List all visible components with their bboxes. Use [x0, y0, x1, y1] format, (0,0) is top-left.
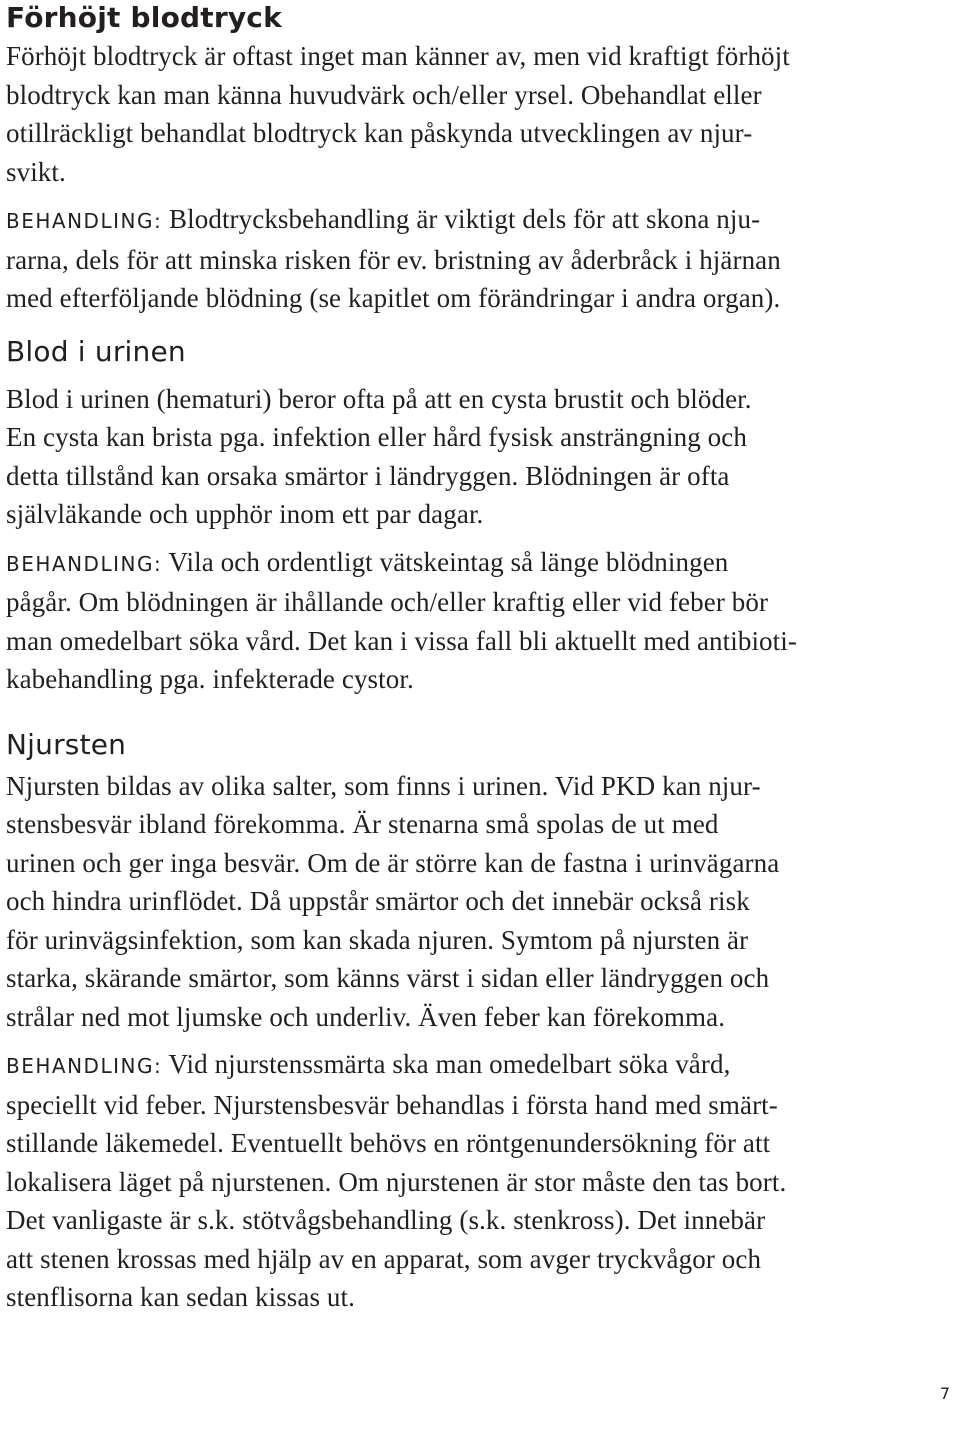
treatment-paragraph-kidney-stones	[6, 1045, 941, 1317]
body-line: självläkande och upphör inom ett par dagar.	[6, 499, 484, 529]
treatment-line: Det vanligaste är s.k. stötvågsbehandling (s.k. stenkross). Det innebär	[6, 1205, 766, 1235]
body-line: blodtryck kan man känna huvudvärk och/eller yrsel. Obehandlat eller	[6, 79, 762, 110]
body-line: för urinvägsinfektion, som kan skada njuren. Symtom på njursten är	[6, 924, 749, 955]
treatment-line: med efterföljande blödning (se kapitlet om förändringar i andra organ).	[6, 283, 781, 313]
treatment-label: BEHANDLING:	[6, 551, 163, 576]
body-line: Blod i urinen (hematuri) beror ofta på att en cysta brustit och blöder.	[6, 383, 752, 414]
treatment-line: att stenen krossas med hjälp av en apparat, som avger tryckvågor och	[6, 1243, 762, 1274]
treatment-label: BEHANDLING:	[6, 209, 163, 233]
treatment-paragraph-blood-in-urine	[6, 543, 941, 699]
body-line: detta tillstånd kan orsaka smärtor i ländryggen. Blödningen är ofta	[6, 460, 730, 491]
treatment-line	[6, 1045, 941, 1086]
treatment-text: Blodtrycksbehandling är viktigt dels för att skona nju-	[162, 204, 761, 234]
treatment-paragraph-blood-pressure	[6, 200, 941, 318]
body-line: starka, skärande smärtor, som känns värst i sidan eller ländryggen och	[6, 963, 770, 993]
treatment-line: man omedelbart söka vård. Det kan i vissa fall bli aktuellt med antibioti-	[6, 625, 797, 656]
treatment-line: pågår. Om blödningen är ihållande och/eller kraftig eller vid feber bör	[6, 587, 769, 617]
section-body-blood-in-urine	[6, 380, 941, 534]
section-body-kidney-stones	[6, 767, 941, 1037]
treatment-text: Vila och ordentligt vätskeintag så länge blödningen	[162, 546, 729, 577]
treatment-line: rarna, dels för att minska risken för ev. bristning av åderbråck i hjärnan	[6, 244, 781, 275]
section-title-blood-pressure: Förhöjt blodtryck	[6, 1, 282, 34]
treatment-line: kabehandling pga. infekterade cystor.	[6, 664, 414, 694]
treatment-line: stenflisorna kan sedan kissas ut.	[6, 1282, 355, 1312]
treatment-line: lokalisera läget på njurstenen. Om njurstenen är stor måste den tas bort.	[6, 1166, 787, 1197]
section-title-kidney-stones: Njursten	[6, 727, 127, 761]
body-line: och hindra urinflödet. Då uppstår smärtor och det innebär också risk	[6, 886, 750, 916]
body-line: Njursten bildas av olika salter, som finns i urinen. Vid PKD kan njur-	[6, 770, 761, 801]
body-line: Förhöjt blodtryck är oftast inget man känner av, men vid kraftigt förhöjt	[6, 41, 790, 71]
body-line: strålar ned mot ljumske och underliv. Även feber kan förekomma.	[6, 1001, 726, 1032]
body-line: En cysta kan brista pga. infektion eller hård fysisk ansträngning och	[6, 422, 747, 452]
body-line: stensbesvär ibland förekomma. Är stenarna små spolas de ut med	[6, 809, 719, 839]
treatment-line	[6, 200, 941, 241]
document-page	[6, 0, 941, 1317]
body-line: otillräckligt behandlat blodtryck kan påskynda utvecklingen av njur-	[6, 118, 753, 148]
treatment-text: Vid njurstenssmärta ska man omedelbart söka vård,	[162, 1049, 731, 1079]
body-line: svikt.	[6, 156, 66, 187]
body-line: urinen och ger inga besvär. Om de är större kan de fastna i urinvägarna	[6, 847, 780, 878]
page-number: 7	[939, 1384, 950, 1403]
section-title-blood-in-urine: Blod i urinen	[6, 334, 186, 368]
treatment-line: stillande läkemedel. Eventuellt behövs en röntgenundersökning för att	[6, 1128, 771, 1158]
section-body-blood-pressure	[6, 37, 941, 191]
treatment-line	[6, 543, 941, 584]
treatment-line: speciellt vid feber. Njurstensbesvär behandlas i första hand med smärt-	[6, 1089, 778, 1120]
treatment-label: BEHANDLING:	[6, 1054, 163, 1078]
